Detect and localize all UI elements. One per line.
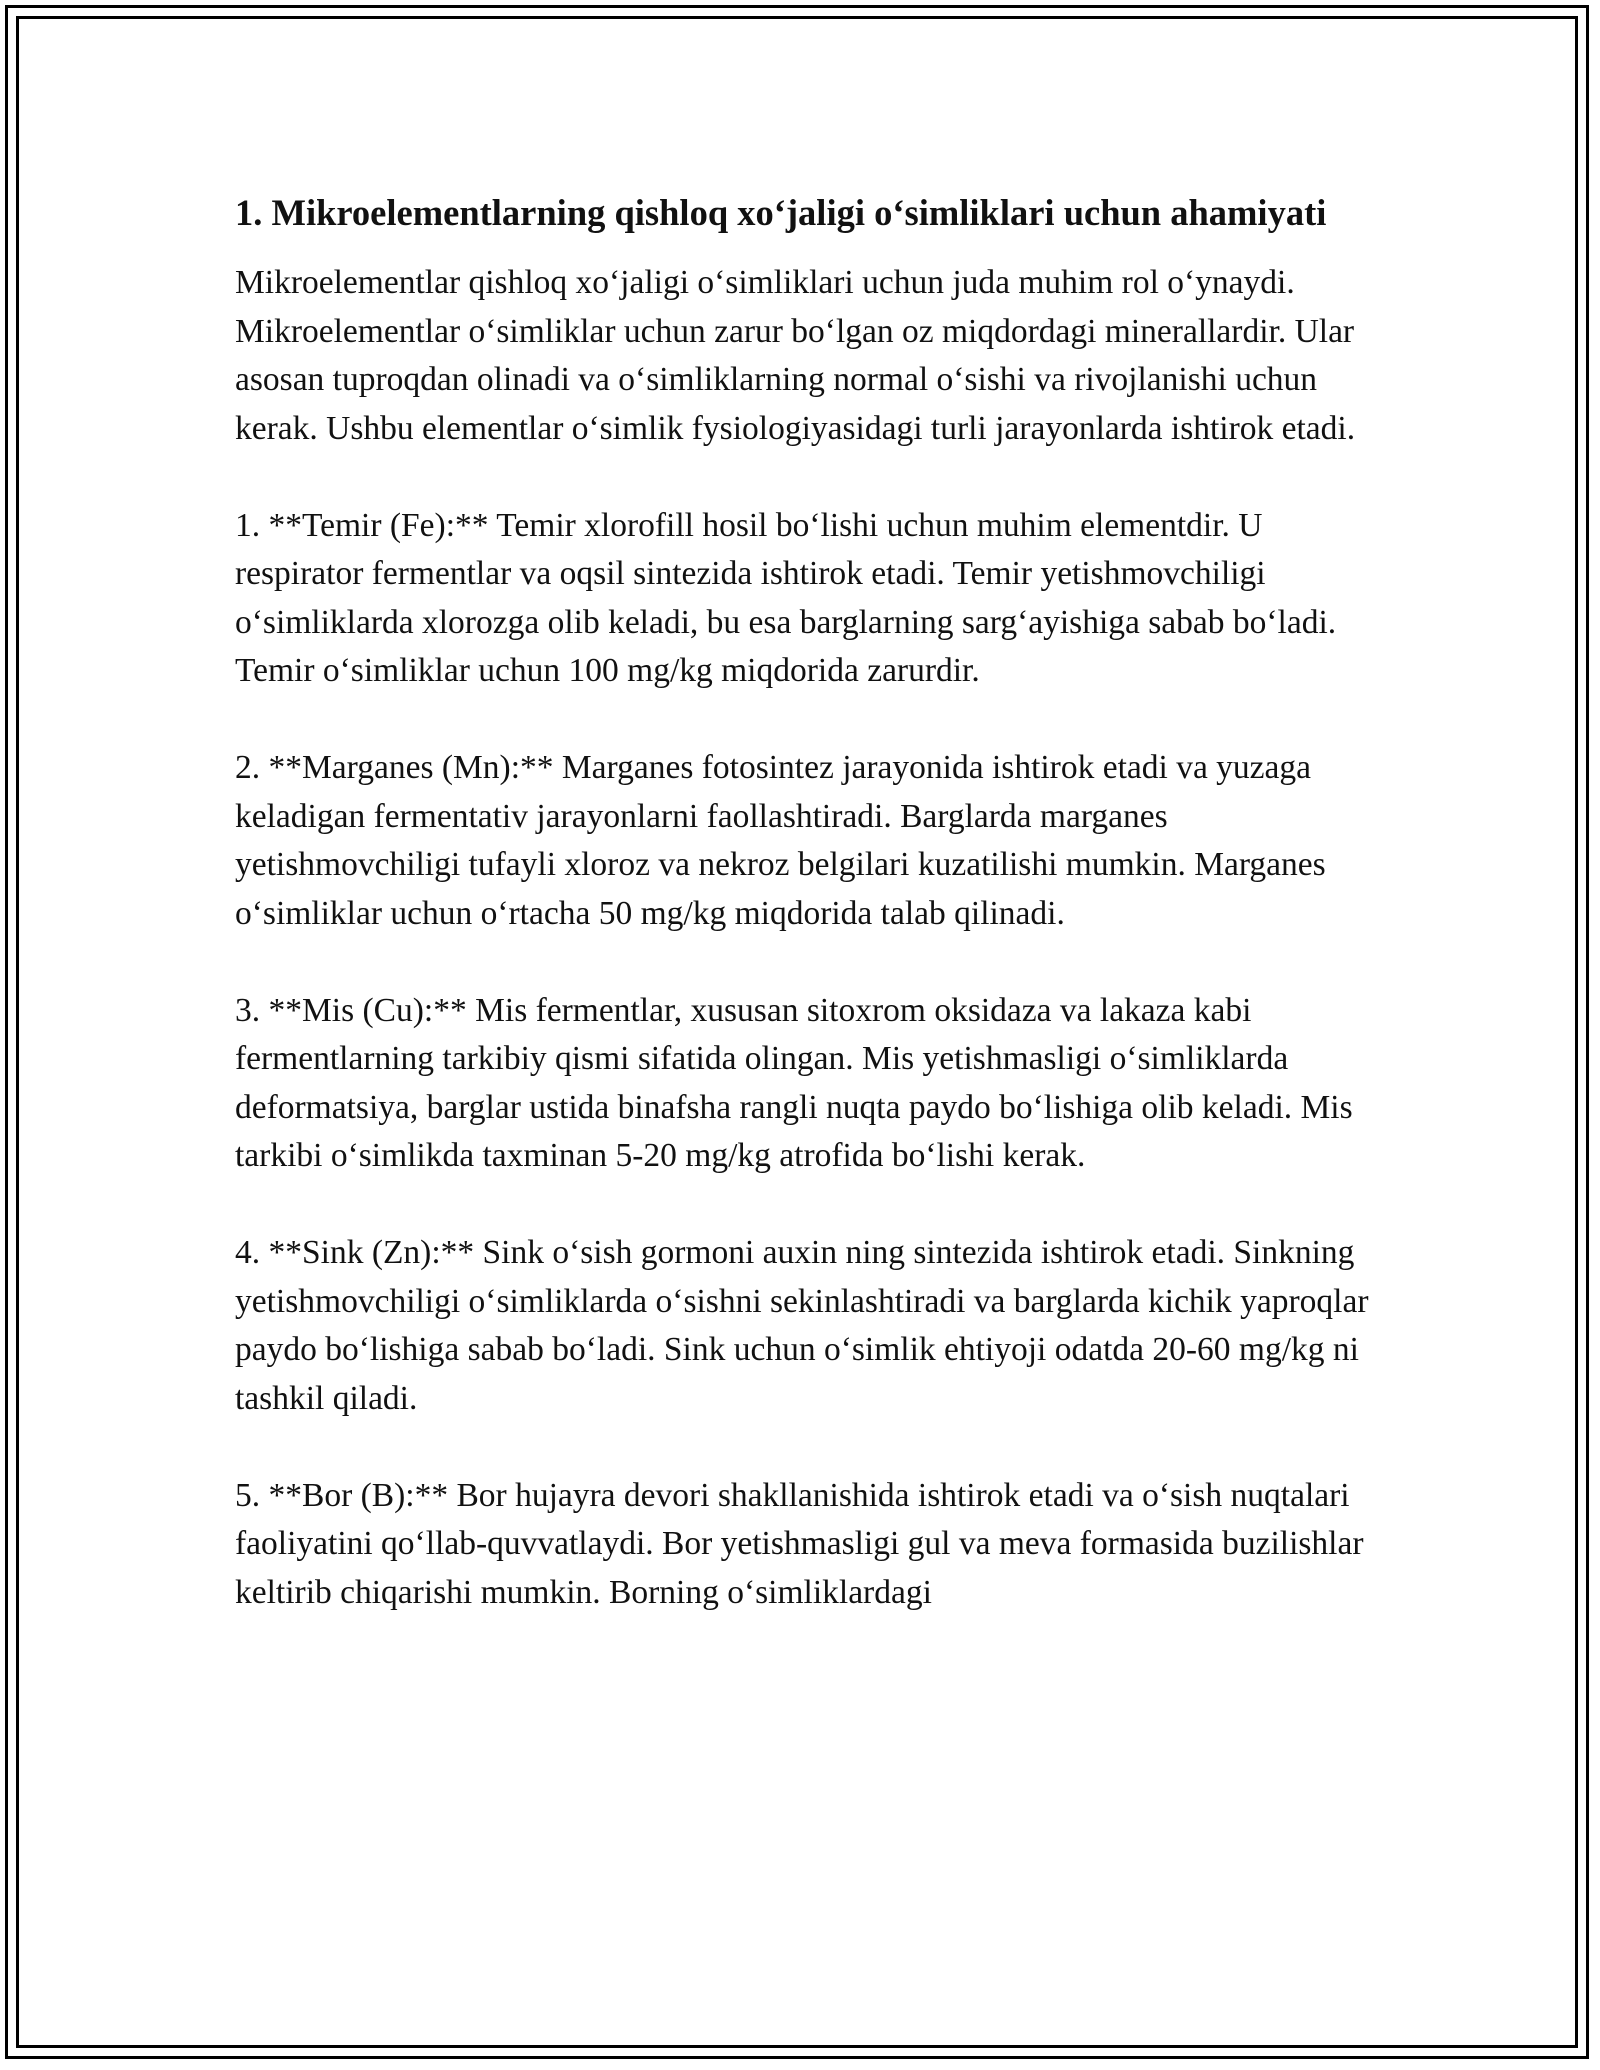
document-body: [235, 185, 1375, 1666]
list-item-iron: 1. **Temir (Fe):** Temir xlorofill hosil bo‘lishi uchun muhim elementdir. U respirator fermentlar va oqsil sintezida ishtirok etadi. Temir yetishmovchiligi o‘simliklarda xlorozga olib keladi, bu esa barglarning sarg‘ayishiga sabab bo‘ladi. Temir o‘simliklar uchun 100 mg/kg miqdorida zarurdir.: [235, 506, 1337, 689]
list-item-boron: 5. **Bor (B):** Bor hujayra devori shakllanishida ishtirok etadi va o‘sish nuqtalari faoliyatini qo‘llab-quvvatlaydi. Bor yetishmasligi gul va meva formasida buzilishlar keltirib chiqarishi mumkin. Borning o‘simliklardagi: [235, 1476, 1364, 1611]
intro-paragraph: Mikroelementlar qishloq xo‘jaligi o‘simliklari uchun juda muhim rol o‘ynaydi. Mikroelementlar o‘simliklar uchun zarur bo‘lgan oz miqdordagi minerallardir. Ular asosan tuproqdan olinadi va o‘simliklarning normal o‘sishi va rivojlanishi uchun kerak. Ushbu elementlar o‘simlik fysiologiyasidagi turli jarayonlarda ishtirok etadi.: [235, 264, 1356, 447]
list-item-zinc: 4. **Sink (Zn):** Sink o‘sish gormoni auxin ning sintezida ishtirok etadi. Sinkning yetishmovchiligi o‘simliklarda o‘sishni sekinlashtiradi va barglarda kichik yaproqlar paydo bo‘lishiga sabab bo‘ladi. Sink uchun o‘simlik ehtiyoji odatda 20-60 mg/kg ni tashkil qiladi.: [235, 1234, 1369, 1417]
list-item-copper: 3. **Mis (Cu):** Mis fermentlar, xususan sitoxrom oksidaza va lakaza kabi fermentlarning tarkibiy qismi sifatida olingan. Mis yetishmasligi o‘simliklarda deformatsiya, barglar ustida binafsha rangli nuqta paydo bo‘lishiga olib keladi. Mis tarkibi o‘simlikda taxminan 5-20 mg/kg atrofida bo‘lishi kerak.: [235, 991, 1353, 1174]
section-heading: 1. Mikroelementlarning qishloq xo‘jaligi o‘simliklari uchun ahamiyati: [235, 192, 1327, 233]
list-item-manganese: 2. **Marganes (Mn):** Marganes fotosintez jarayonida ishtirok etadi va yuzaga keladigan fermentativ jarayonlarni faollashtiradi. Barglarda marganes yetishmovchiligi tufayli xloroz va nekroz belgilari kuzatilishi mumkin. Marganes o‘simliklar uchun o‘rtacha 50 mg/kg miqdorida talab qilinadi.: [235, 749, 1326, 932]
